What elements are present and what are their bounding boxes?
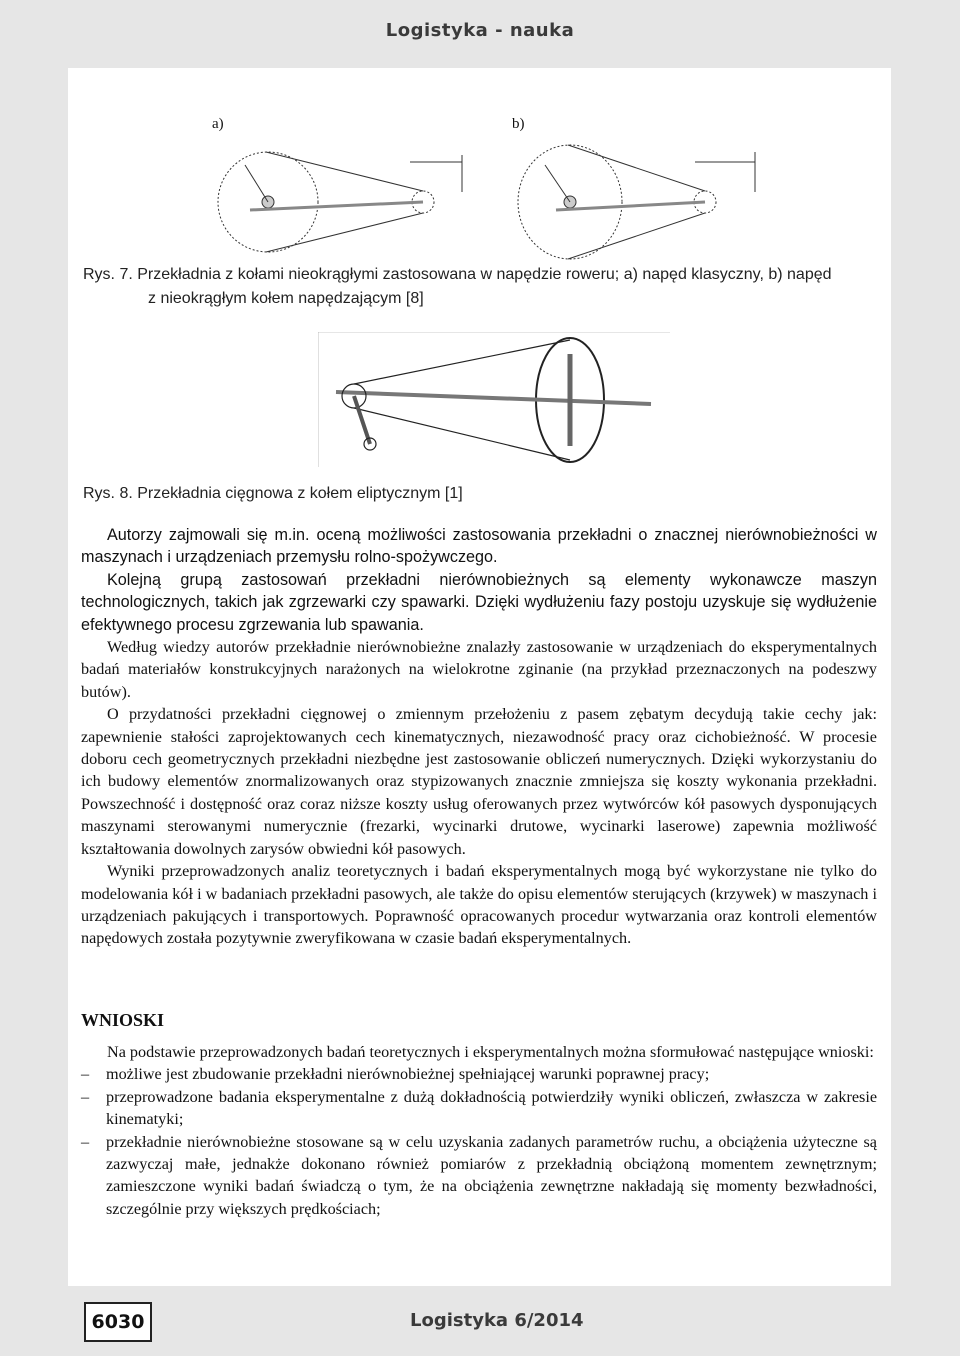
paragraph-3: Według wiedzy autorów przekładnie nierównobieżne znalazły zastosowanie w urządzeniach do eksperymentalnych badań materiałów konstrukcyjnych narażonych na wielokrotne zginanie (na przykład przeznaczonych na podeszwy butów). — [81, 638, 877, 701]
chain-bottom-b — [568, 213, 705, 259]
chain-top-a — [266, 152, 423, 191]
running-header: Logistyka - nauka — [385, 20, 575, 41]
frame-a — [250, 202, 423, 210]
figure7-label-a: a) — [212, 116, 224, 132]
chain-bottom-a — [266, 213, 423, 252]
figure7-caption-line1: Rys. 7. Przekładnia z kołami nieokrągłymi zastosowana w napędzie roweru; a) napęd klasyczny, b) napęd — [83, 266, 832, 283]
chain-top-b — [568, 145, 705, 191]
list-dash: – — [81, 1065, 90, 1084]
list-dash: – — [81, 1087, 90, 1106]
page-number: 6030 — [84, 1302, 152, 1342]
crank-arm — [354, 396, 370, 444]
figure8-caption: Rys. 8. Przekładnia cięgnowa z kołem eliptycznym [1] — [83, 485, 463, 502]
figure8-drawing — [318, 332, 670, 472]
conclusions-intro: Na podstawie przeprowadzonych badań teoretycznych i eksperymentalnych można sformułować następujące wnioski: — [107, 1043, 874, 1061]
radius-line-b — [545, 165, 570, 202]
figure7-caption-line2: z nieokrągłym kołem napędzającym [8] — [148, 290, 424, 307]
conclusion-text: możliwe jest zbudowanie przekładni nierównobieżnej spełniającej warunki poprawnej pracy; — [106, 1065, 710, 1084]
paragraph-2 — [81, 569, 877, 636]
conclusions-list — [81, 1063, 877, 1220]
list-dash: – — [81, 1132, 90, 1151]
figure7-drawing — [200, 130, 800, 275]
paragraph-5: Wyniki przeprowadzonych analiz teoretycznych i badań eksperymentalnych mogą być wykorzystane nie tylko do modelowania kół i w badaniach przekładni pasowych, ale także do opisu elementów sterujących (krzywek) w maszynach i urządzeniach pakujących i transportowych. Poprawność opracowanych procedur wytwarzania oraz kontroli elementów napędowych została pozytywnie zweryfikowana w czasie badań eksperymentalnych. — [81, 862, 877, 948]
paragraph-1: Autorzy zajmowali się m.in. oceną możliwości zastosowania przekładni o znacznej nierównobieżności w maszynach i urządzeniach przemysłu rolno-spożywczego. — [81, 526, 877, 567]
paragraph-2b: Dzięki wydłużeniu fazy postoju uzyskuje się wydłużenie efektywnego procesu zgrzewania lub spawania. — [81, 593, 878, 634]
conclusions-section — [81, 1041, 877, 1220]
conclusion-item — [81, 1086, 877, 1131]
conclusions-heading: WNIOSKI — [81, 1010, 165, 1030]
radius-line-a — [245, 165, 268, 202]
conclusion-text: przekładnie nierównobieżne stosowane są w celu uzyskania zadanych parametrów ruchu, a obciążenia użyteczne są zazwyczaj małe, jednakże dokonano również pomiarów z przekładnią obciążoną momentem zewnętrznym; zamieszczone wyniki badań świadczą o tym, że na obciążenia zewnętrzne nakładają się momenty bezwładności, szczególnie przy większych prędkościach; — [106, 1132, 877, 1218]
frame-b — [556, 202, 705, 210]
conclusion-item — [81, 1131, 877, 1221]
body-text — [81, 524, 877, 950]
paragraph-2a: Kolejną grupą zastosowań przekładni nierównobieżnych są elementy wykonawcze maszyn technologicznych, takich jak zgrzewarki czy spawarki. — [81, 570, 877, 612]
paragraph-4: O przydatności przekładni cięgnowej o zmiennym przełożeniu z pasem zębatym decydują takie cechy jak: zapewnienie stałości zaprojektowanych cech kinematycznych, niezawodność pracy oraz cichobieżność. W procesie doboru cech geometrycznych przekładni niezbędne jest zastosowanie obliczeń numerycznych. Dzięki wykorzystaniu do ich budowy elementów znormalizowanych oraz stypizowanych znacznie zmniejsza się koszty wykonania przekładni. Powszechność i dostępność oraz coraz niższe koszty usług oferowanych przez wytwórców kół pasowych dysponujących maszynami sterowanymi numerycznie (frezarki, wycinarki drutowe, wycinarki laserowe) zapewnia możliwość kształtowania dowolnych zarysów obwiedni kół pasowych. — [81, 705, 877, 858]
conclusion-item — [81, 1063, 877, 1085]
journal-footer: Logistyka 6/2014 — [410, 1310, 584, 1331]
figure7-label-b: b) — [512, 116, 525, 132]
conclusion-text: przeprowadzone badania eksperymentalne z dużą dokładnością potwierdziły wyniki obliczeń, zwłaszcza w zakresie kinematyki; — [106, 1087, 877, 1129]
